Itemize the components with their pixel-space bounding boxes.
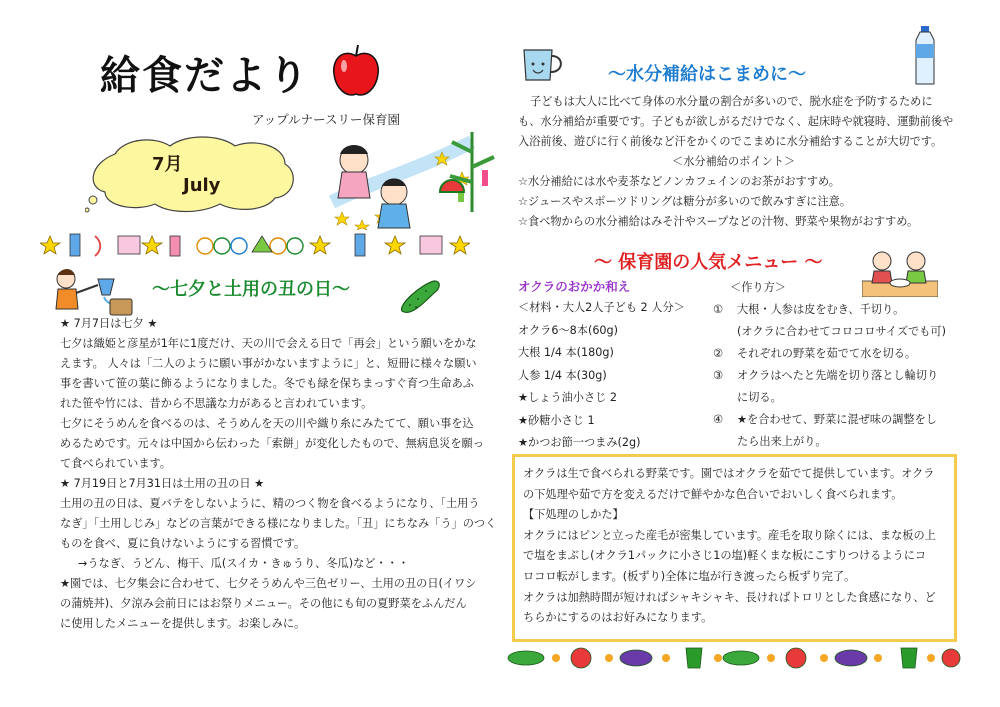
tanabata-line: えます。 人々は「二人のように願い事がかないますように」と、短冊に様々な願い <box>60 357 477 370</box>
water-bottle-icon <box>914 26 936 86</box>
school-name: アップルナースリー保育園 <box>252 112 401 127</box>
okra-line: ロコロ転がします。(板ずり)全体に塩が行き渡ったら板ずり完了。 <box>523 569 856 583</box>
hydration-line: ☆ジュースやスポーツドリングは糖分が多いので飲みすぎに注意。 <box>518 195 852 208</box>
recipe-step <box>713 343 973 365</box>
recipe-steps <box>713 299 973 453</box>
step-text: 大根・人参は皮をむき、千切り。 <box>737 303 905 316</box>
hydration-line: も、水分補給が重要です。子どもが欲しがるだけでなく、起床時や就寝時、運動前後や <box>518 115 954 128</box>
step-number: ④ <box>713 413 724 426</box>
ingredient-item: ★しょう油小さじ 2 <box>518 391 618 404</box>
cup-icon <box>520 46 564 84</box>
tanabata-line: れた笹や竹には、昔から不思議な力があると言われています。 <box>60 397 373 410</box>
tanabata-line: に使用したメニューを提供します。お楽しみに。 <box>60 617 306 630</box>
tanabata-garland <box>40 232 470 260</box>
hydration-line: 入浴前後、遊びに行く前後など汗をかくのでこまめに水分補給することが大切です。 <box>518 135 943 148</box>
hydration-article <box>518 92 953 232</box>
okra-line: 【下処理のしかた】 <box>523 508 624 522</box>
tanabata-line: 七夕にそうめんを食べるのは、そうめんを天の川や織り糸にみたてて、願い事を込 <box>60 417 474 430</box>
recipe-step <box>713 299 973 321</box>
okra-line: で塩をまぶし(オクラ1パックに小さじ1の塩)軽くまな板にこすりつけるようにコ <box>523 549 927 563</box>
month-japanese: 7月 <box>152 154 183 175</box>
step-text: オクラはへたと先端を切り落とし輪切り <box>737 369 939 382</box>
tanabata-line: て食べられています。 <box>60 457 171 470</box>
step-continuation: たら出来上がり。 <box>737 435 827 448</box>
step-number: ② <box>713 347 724 360</box>
tanabata-line: ★ 7月7日は七夕 ★ <box>60 317 158 330</box>
okra-line: オクラは生で食べられる野菜です。園ではオクラを茹でて提供しています。オクラ <box>523 467 935 480</box>
menu-heading: ～ 保育園の人気メニュー ～ <box>594 252 823 273</box>
recipe-step <box>713 409 973 431</box>
apple-icon <box>330 42 382 100</box>
cucumber-icon <box>396 277 442 317</box>
okra-line: ちらかにするのはお好みになります。 <box>523 611 713 625</box>
recipe-step <box>713 365 973 387</box>
tanabata-line: 土用の丑の日は、夏バテをしないように、精のつく物を食べるようになり、「土用う <box>60 497 480 510</box>
okra-line: オクラは加熱時間が短ければシャキシャキ、長ければトロリとした食感になり、ど <box>523 590 936 604</box>
step-continuation: (オクラに合わせてコロコロサイズでも可) <box>737 325 946 338</box>
tanabata-illustration <box>322 132 502 230</box>
page-title: 給食だより <box>100 53 310 99</box>
ingredient-item: 大根 1/4 本(180g) <box>518 346 614 359</box>
okra-line: の下処理や茹で方を変えるだけで鮮やかな色合いでおいしく食べられます。 <box>523 487 903 501</box>
month-english: July <box>183 175 221 196</box>
tanabata-line: 事を書いて笹の葉に飾るようになりました。冬でも緑を保ちまっすぐ育つ生命あふ <box>60 377 474 390</box>
recipe-name: オクラのおかか和え <box>518 279 631 294</box>
step-number: ① <box>713 303 724 316</box>
cloud-decoration <box>85 134 300 214</box>
tanabata-line: めるためです。元々は中国から伝わった「索餅」が変化したもので、無病息災を願っ <box>60 437 484 450</box>
tanabata-line: なぎ」「土用しじみ」などの言葉ができる様になりました。「丑」にちなみ「う」のつく <box>60 517 497 530</box>
hydration-line: ☆食べ物からの水分補給はみそ汁やスープなどの汁物、野菜や果物がおすすめ。 <box>518 215 919 228</box>
ingredient-item: ＜材料・大人2人子ども 2 人分＞ <box>518 301 685 314</box>
okra-info-box <box>512 454 957 642</box>
hydration-line: 子どもは大人に比べて身体の水分量の割合が多いので、脱水症を予防するために <box>530 95 933 108</box>
tanabata-line: ものを食べ、夏に負けないようにする習慣です。 <box>60 537 306 550</box>
tanabata-heading: ～七夕と土用の丑の日～ <box>152 279 350 300</box>
tanabata-line: の蒲焼丼)、夕涼み会前日にはお祭りメニュー。その他にも旬の夏野菜をふんだん <box>60 597 467 610</box>
ingredient-item: 人参 1/4 本(30g) <box>518 368 607 382</box>
step-number: ③ <box>713 369 724 382</box>
okra-line: オクラにはピンと立った産毛が密集しています。産毛を取り除くには、まな板の上 <box>523 528 936 542</box>
ingredient-list <box>518 297 685 455</box>
tanabata-line: ★園では、七夕集会に合わせて、七夕そうめんや三色ゼリー、土用の丑の日(イワシ <box>60 577 477 590</box>
hydration-line: ＜水分補給のポイント＞ <box>672 155 796 168</box>
steps-title: ＜作り方＞ <box>730 281 786 294</box>
hydration-heading: ～水分補給はこまめに～ <box>608 64 806 85</box>
step-text: それぞれの野菜を茹でて水を切る。 <box>737 347 917 360</box>
vegetable-border <box>506 644 962 672</box>
kid-watering-illustration <box>48 265 136 317</box>
tanabata-line: →うなぎ、うどん、梅干、瓜(スイカ・きゅうり、冬瓜)など・・・ <box>78 557 410 570</box>
ingredient-item: ★砂糖小さじ 1 <box>518 413 595 427</box>
ingredient-item: オクラ6～8本(60g) <box>518 323 619 337</box>
hydration-line: ☆水分補給には水や麦茶などノンカフェインのお茶がおすすめ。 <box>518 175 840 188</box>
step-continuation: に切る。 <box>737 391 782 404</box>
step-text: ★を合わせて、野菜に混ぜ味の調整をし <box>737 413 937 426</box>
tanabata-line: 七夕は織姫と彦星が1年に1度だけ、天の川で会える日で「再会」という願いをかな <box>60 337 477 350</box>
tanabata-article <box>60 314 496 634</box>
tanabata-line: ★ 7月19日と7月31日は土用の丑の日 ★ <box>60 477 265 490</box>
ingredient-item: ★かつお節一つまみ(2g) <box>518 436 641 449</box>
cooking-kids-illustration <box>862 247 938 297</box>
